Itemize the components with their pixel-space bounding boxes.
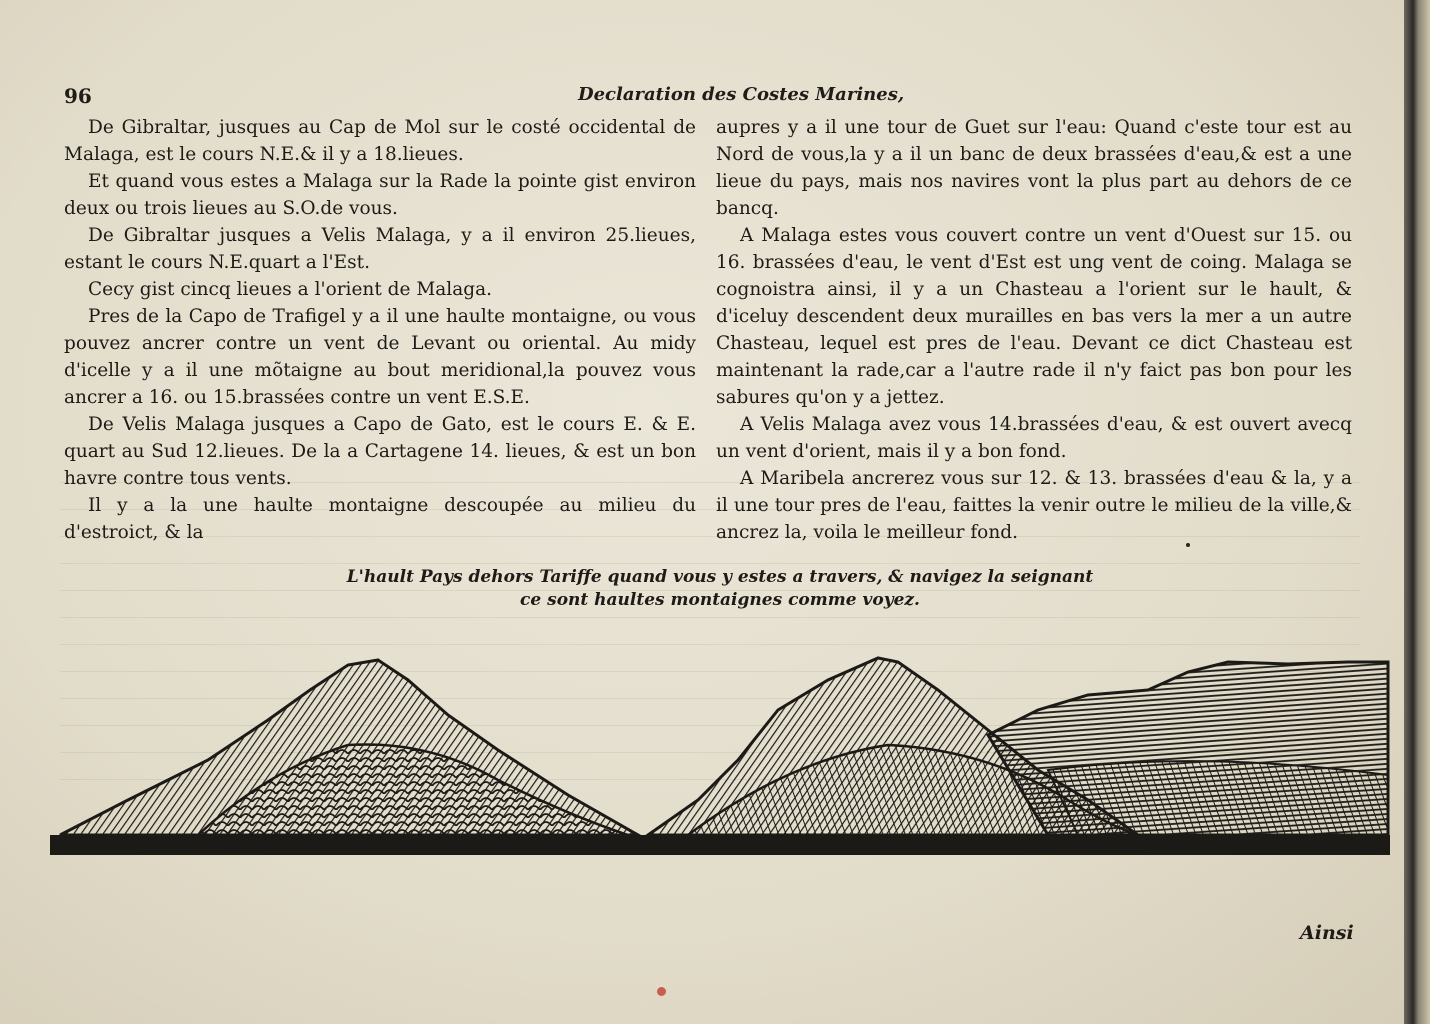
red-ink-mark: [657, 987, 666, 996]
paragraph: De Velis Malaga jusques a Capo de Gato, est le cours E. & E. quart au Sud 12.lieues. De la a Cartagene 14. lieues, & est un bon havre contre tous vents.: [64, 414, 696, 489]
paragraph: De Gibraltar jusques a Velis Malaga, y a il environ 25.lieues, estant le cours N.E.quart a l'Est.: [64, 225, 696, 273]
caption-line: L'hault Pays dehors Tariffe quand vous y estes a travers, & navigez la seignant: [346, 567, 1094, 587]
ink-speck: [1186, 543, 1190, 547]
catchword: Ainsi: [1300, 922, 1354, 944]
page-binding-edge: [1404, 0, 1430, 1024]
paragraph: Et quand vous estes a Malaga sur la Rade la pointe gist environ deux ou trois lieues au S.O.de vous.: [64, 171, 696, 219]
right-lowland: [1048, 761, 1388, 835]
paragraph: A Maribela ancrerez vous sur 12. & 13. brassées d'eau & la, y a il une tour pres de l'eau, faittes la venir outre le milieu de la ville,& ancrez la, voila le meilleur fond.: [716, 468, 1352, 543]
running-head: Declaration des Costes Marines,: [578, 84, 905, 105]
paragraph: Il y a la une haulte montaigne descoupée au milieu du d'estroict, & la: [64, 495, 696, 543]
paragraph: De Gibraltar, jusques au Cap de Mol sur le costé occidental de Malaga, est le cours N.E.& il y a 18.lieues.: [64, 117, 696, 165]
paragraph: aupres y a il une tour de Guet sur l'eau: Quand c'este tour est au Nord de vous,la y a il un banc de deux brassées d'eau,& est a une lieue du pays, mais nos navires vont la plus part au dehors de ce bancq.: [716, 117, 1352, 219]
right-column: [716, 114, 1352, 546]
coastal-profile-engraving: [48, 650, 1392, 875]
paragraph: Cecy gist cincq lieues a l'orient de Malaga.: [88, 279, 492, 300]
sea-line: [50, 835, 1390, 855]
paragraph: A Malaga estes vous couvert contre un vent d'Ouest sur 15. ou 16. brassées d'eau, le vent d'Est est ung vent de coing. Malaga se cognoistra ainsi, il y a un Chasteau a l'orient sur le hault, & d'iceluy descendent deux murailles en bas vers la mer a un autre Chasteau, lequel est pres de l'eau. Devant ce dict Chasteau est maintenant la rade,car a l'autre rade il n'y faict pas bon pour les sabures qu'on y a jettez.: [716, 225, 1352, 408]
caption-line: ce sont haultes montaignes comme voyez.: [520, 590, 920, 610]
left-column: [64, 114, 696, 546]
paragraph: A Velis Malaga avez vous 14.brassées d'eau, & est ouvert avecq un vent d'orient, mais il y a bon fond.: [716, 414, 1352, 462]
paragraph: Pres de la Capo de Trafigel y a il une haulte montaigne, ou vous pouvez ancrer contre un vent de Levant ou oriental. Au midy d'icelle y a il une mõtaigne au bout meridional,la pouvez vous ancrer a 16. ou 15.brassées contre un vent E.S.E.: [64, 306, 696, 408]
illustration-caption: [300, 566, 1140, 612]
page-number: 96: [64, 84, 92, 108]
page-header: [64, 84, 1354, 112]
